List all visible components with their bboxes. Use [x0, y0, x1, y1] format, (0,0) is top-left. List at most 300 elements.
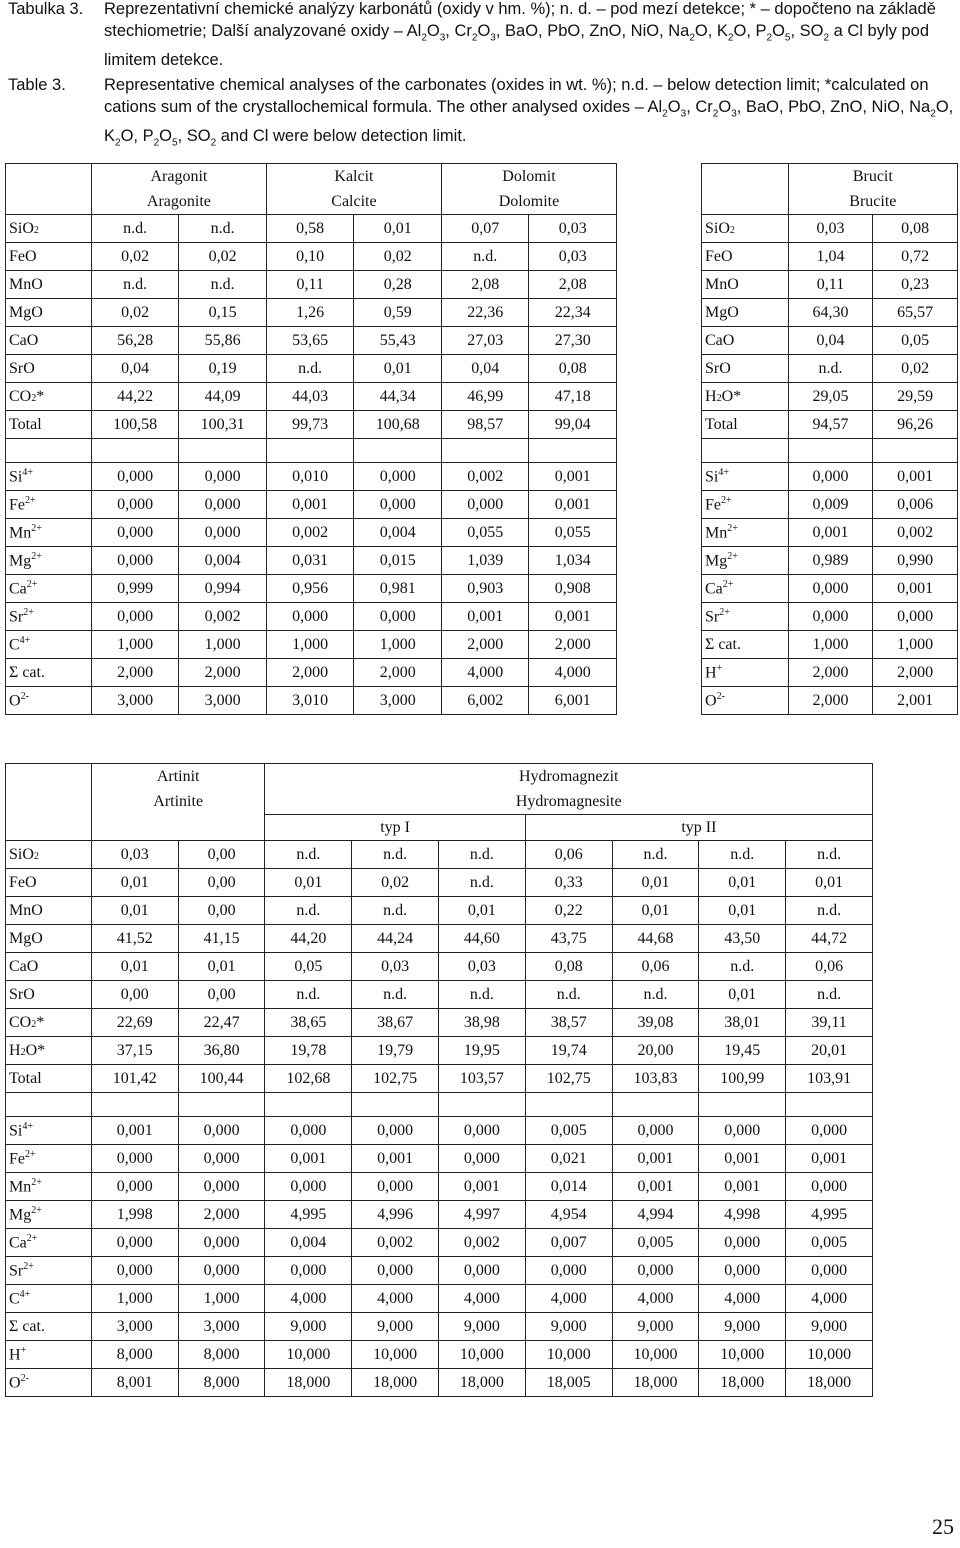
- table-row: [6, 1145, 873, 1173]
- table-row: [6, 1065, 873, 1093]
- table-cell: 10,000: [439, 1341, 526, 1369]
- table-row: [6, 1201, 873, 1229]
- table-cell: 0,03: [91, 841, 178, 869]
- table-cell: 47,18: [529, 383, 617, 411]
- table-cell: 0,000: [873, 603, 958, 631]
- table-row: [6, 355, 617, 383]
- table-cell: 0,004: [354, 519, 442, 547]
- table-row: [6, 841, 873, 869]
- table-cell: 4,000: [786, 1285, 873, 1313]
- table-cell: 0,000: [439, 1257, 526, 1285]
- row-label: MnO: [702, 271, 789, 299]
- row-label: H2O*: [6, 1037, 92, 1065]
- table-cell: 3,000: [354, 687, 442, 715]
- table-cell: 9,000: [786, 1313, 873, 1341]
- table-cell: 1,039: [441, 547, 529, 575]
- table-cell: 44,03: [266, 383, 354, 411]
- table-cell: 0,03: [788, 215, 873, 243]
- table-row: [702, 687, 958, 715]
- table-cell: 10,000: [265, 1341, 352, 1369]
- table-cell: 9,000: [612, 1313, 699, 1341]
- table-cell: 0,001: [91, 1117, 178, 1145]
- table-cell: 39,08: [612, 1009, 699, 1037]
- row-label: CaO: [6, 953, 92, 981]
- row-label: $Mg^{2+}$: [6, 1201, 92, 1229]
- table-cell: 0,000: [788, 463, 873, 491]
- table-cell: 0,02: [179, 243, 267, 271]
- table-cell: 0,000: [91, 603, 179, 631]
- table-cell: 99,04: [529, 411, 617, 439]
- row-label: $Mn^{2+}$: [702, 519, 789, 547]
- table-cell: 0,01: [439, 897, 526, 925]
- table-cell: 103,91: [786, 1065, 873, 1093]
- table-cell: 19,78: [265, 1037, 352, 1065]
- table-cell: n.d.: [786, 897, 873, 925]
- table-cell: n.d.: [265, 841, 352, 869]
- spacer-row: [6, 1093, 873, 1117]
- table-cell: 0,001: [786, 1145, 873, 1173]
- table-cell: 0,001: [699, 1145, 786, 1173]
- table-cell: 0,19: [179, 355, 267, 383]
- table-cell: 0,000: [786, 1173, 873, 1201]
- table-row: [702, 659, 958, 687]
- table-row: [6, 925, 873, 953]
- table-cell: 10,000: [352, 1341, 439, 1369]
- table-row: [6, 1229, 873, 1257]
- row-label: $Ca^{2+}$: [6, 575, 92, 603]
- table-cell: 0,002: [352, 1229, 439, 1257]
- table-cell: 22,34: [529, 299, 617, 327]
- table-cell: 0,23: [873, 271, 958, 299]
- empty-cell: [6, 1093, 92, 1117]
- table-cell: 6,002: [441, 687, 529, 715]
- table-cell: n.d.: [699, 953, 786, 981]
- table-cell: 100,31: [179, 411, 267, 439]
- table-cell: 43,75: [525, 925, 612, 953]
- empty-cell: [699, 1093, 786, 1117]
- table-cell: 0,000: [178, 1145, 265, 1173]
- table-cell: 0,08: [525, 953, 612, 981]
- table-cell: 0,001: [265, 1145, 352, 1173]
- table-cell: 0,01: [612, 869, 699, 897]
- caption-en-text: Representative chemical analyses of the carbonates (oxides in wt. %); n.d. – below detection limit; *calculated on cations sum of the crystallochemical formula. The other analysed oxides – $Al_2O_3$, $Cr_2O_3$, BaO, PbO, ZnO, NiO, $Na_2O$, $K_2O$, $P_2O_5$, $SO_2$ and Cl were below detection limit.: [104, 76, 954, 149]
- table-cell: 0,000: [178, 1117, 265, 1145]
- table-cell: 0,05: [265, 953, 352, 981]
- table-row: [6, 327, 617, 355]
- table-cell: 0,59: [354, 299, 442, 327]
- table-cell: 20,01: [786, 1037, 873, 1065]
- table-cell: 44,72: [786, 925, 873, 953]
- table-cell: 4,000: [699, 1285, 786, 1313]
- table-row: [6, 1341, 873, 1369]
- row-label: Σ cat.: [6, 659, 92, 687]
- table-cell: 38,01: [699, 1009, 786, 1037]
- table-cell: 0,000: [178, 1257, 265, 1285]
- table-cell: 4,994: [612, 1201, 699, 1229]
- table-cell: 0,001: [612, 1173, 699, 1201]
- table-cell: 10,000: [786, 1341, 873, 1369]
- table-cell: 0,000: [439, 1145, 526, 1173]
- table-cell: 18,000: [786, 1369, 873, 1397]
- table-cell: 0,11: [266, 271, 354, 299]
- table-cell: n.d.: [352, 897, 439, 925]
- table-cell: 0,000: [91, 547, 179, 575]
- table-cell: 4,000: [612, 1285, 699, 1313]
- table-cell: 0,03: [439, 953, 526, 981]
- table-cell: 4,997: [439, 1201, 526, 1229]
- table-cell: 0,01: [178, 953, 265, 981]
- group-header-cz: Dolomit: [441, 164, 616, 190]
- table-cell: 19,95: [439, 1037, 526, 1065]
- table-cell: 2,000: [354, 659, 442, 687]
- row-label: $Sr^{2+}$: [6, 603, 92, 631]
- table-cell: 0,04: [441, 355, 529, 383]
- table-cell: 19,45: [699, 1037, 786, 1065]
- table-cell: 1,000: [354, 631, 442, 659]
- subgroup-header: typ II: [525, 815, 872, 841]
- table-cell: 0,000: [91, 463, 179, 491]
- table-cell: 0,04: [788, 327, 873, 355]
- group-header-cz: Hydromagnezit: [265, 764, 873, 790]
- table-cell: 43,50: [699, 925, 786, 953]
- table-cell: n.d.: [786, 981, 873, 1009]
- row-label: SiO2: [6, 841, 92, 869]
- table-cell: 0,015: [354, 547, 442, 575]
- row-label: SiO2: [6, 215, 92, 243]
- table-cell: 0,000: [788, 603, 873, 631]
- caption-czech: [8, 0, 956, 71]
- table-cell: 0,021: [525, 1145, 612, 1173]
- group-header-en: Aragonite: [91, 189, 266, 215]
- table-cell: 2,08: [441, 271, 529, 299]
- table-cell: n.d.: [525, 981, 612, 1009]
- table-cell: 0,02: [873, 355, 958, 383]
- row-label: FeO: [6, 243, 92, 271]
- table-cell: 44,20: [265, 925, 352, 953]
- table-cell: 10,000: [525, 1341, 612, 1369]
- empty-cell: [91, 1093, 178, 1117]
- table-cell: 0,000: [441, 491, 529, 519]
- row-label: $Fe^{2+}$: [702, 491, 789, 519]
- header-blank: [6, 189, 92, 215]
- row-label: MgO: [6, 299, 92, 327]
- row-label: $O^{2-}$: [6, 1369, 92, 1397]
- table-cell: 0,009: [788, 491, 873, 519]
- table-cell: 1,000: [873, 631, 958, 659]
- table-cell: 38,67: [352, 1009, 439, 1037]
- header-blank: [6, 789, 92, 815]
- table-cell: 41,52: [91, 925, 178, 953]
- table-cell: 0,04: [91, 355, 179, 383]
- table-cell: 1,000: [91, 1285, 178, 1313]
- caption-english: [8, 74, 956, 155]
- table-cell: 0,33: [525, 869, 612, 897]
- group-header-en: Brucite: [788, 189, 957, 215]
- table-cell: 0,000: [178, 1229, 265, 1257]
- table-cell: 0,000: [352, 1173, 439, 1201]
- table-cell: 0,02: [354, 243, 442, 271]
- group-header-en: Dolomite: [441, 189, 616, 215]
- table-cell: 2,000: [266, 659, 354, 687]
- row-label: FeO: [6, 869, 92, 897]
- table-cell: 0,001: [612, 1145, 699, 1173]
- table-cell: 18,005: [525, 1369, 612, 1397]
- table-row: [6, 547, 617, 575]
- table-cell: 56,28: [91, 327, 179, 355]
- table-cell: 4,000: [525, 1285, 612, 1313]
- table-cell: 98,57: [441, 411, 529, 439]
- empty-cell: [786, 1093, 873, 1117]
- caption-en-label: Table 3.: [8, 76, 66, 94]
- table-cell: n.d.: [439, 869, 526, 897]
- table-cell: 29,05: [788, 383, 873, 411]
- table-cell: 0,06: [612, 953, 699, 981]
- table-cell: 2,08: [529, 271, 617, 299]
- table-cell: 2,000: [529, 631, 617, 659]
- carbonates-table: [5, 163, 617, 715]
- row-label: $O^{2-}$: [702, 687, 789, 715]
- table-cell: 0,000: [786, 1257, 873, 1285]
- table-cell: 0,000: [91, 491, 179, 519]
- table-cell: 36,80: [178, 1037, 265, 1065]
- table-cell: 44,22: [91, 383, 179, 411]
- group-header-cz: Kalcit: [266, 164, 441, 190]
- table-cell: 102,75: [352, 1065, 439, 1093]
- table-cell: 0,03: [352, 953, 439, 981]
- empty-cell: [178, 1093, 265, 1117]
- table-cell: 27,30: [529, 327, 617, 355]
- table-cell: 4,000: [265, 1285, 352, 1313]
- table-cell: 0,000: [352, 1117, 439, 1145]
- table-cell: 4,000: [529, 659, 617, 687]
- row-label: $C^{4+}$: [6, 631, 92, 659]
- table-cell: 0,15: [179, 299, 267, 327]
- table-cell: 0,002: [179, 603, 267, 631]
- table-row: [6, 687, 617, 715]
- row-label: H+: [6, 1341, 92, 1369]
- header-blank: [6, 815, 92, 841]
- table-cell: 4,995: [265, 1201, 352, 1229]
- table-row: [6, 1037, 873, 1065]
- table-cell: 0,00: [91, 981, 178, 1009]
- table-cell: 0,994: [179, 575, 267, 603]
- table-cell: 0,00: [178, 897, 265, 925]
- row-label: Total: [6, 411, 92, 439]
- table-cell: n.d.: [91, 271, 179, 299]
- row-label: $Mn^{2+}$: [6, 1173, 92, 1201]
- table-row: [702, 575, 958, 603]
- table-cell: 0,001: [873, 575, 958, 603]
- row-label: $Sr^{2+}$: [6, 1257, 92, 1285]
- table-cell: 0,002: [266, 519, 354, 547]
- table-cell: 4,000: [441, 659, 529, 687]
- row-label: $O^{2-}$: [6, 687, 92, 715]
- table-row: [6, 215, 617, 243]
- table-row: [6, 1009, 873, 1037]
- table-row: [702, 299, 958, 327]
- table-cell: 0,000: [178, 1173, 265, 1201]
- header-blank: [6, 164, 92, 190]
- table-cell: n.d.: [699, 841, 786, 869]
- table-cell: 1,26: [266, 299, 354, 327]
- table-row: [702, 631, 958, 659]
- table-row: [6, 271, 617, 299]
- table-cell: n.d.: [352, 981, 439, 1009]
- table-cell: n.d.: [265, 981, 352, 1009]
- table-cell: n.d.: [352, 841, 439, 869]
- table-cell: 0,000: [265, 1257, 352, 1285]
- table-cell: 10,000: [699, 1341, 786, 1369]
- row-label: $Mg^{2+}$: [6, 547, 92, 575]
- table-cell: 0,000: [699, 1117, 786, 1145]
- table-row: [6, 1117, 873, 1145]
- empty-cell: [441, 439, 529, 463]
- table-cell: 0,00: [178, 869, 265, 897]
- empty-cell: [788, 439, 873, 463]
- table-cell: 9,000: [439, 1313, 526, 1341]
- table-cell: 0,000: [354, 463, 442, 491]
- group-header-en: Calcite: [266, 189, 441, 215]
- table-cell: 38,98: [439, 1009, 526, 1037]
- table-cell: 2,000: [873, 659, 958, 687]
- table-row: [702, 603, 958, 631]
- table-row: [6, 383, 617, 411]
- table-row: [702, 327, 958, 355]
- table-cell: n.d.: [786, 841, 873, 869]
- header-blank: [6, 764, 92, 790]
- table-cell: 0,010: [266, 463, 354, 491]
- empty-cell: [265, 1093, 352, 1117]
- table-cell: 0,002: [441, 463, 529, 491]
- empty-cell: [179, 439, 267, 463]
- empty-cell: [529, 439, 617, 463]
- row-label: CaO: [6, 327, 92, 355]
- table-cell: 0,000: [352, 1257, 439, 1285]
- table-cell: 64,30: [788, 299, 873, 327]
- header-blank: [702, 164, 789, 190]
- table-cell: 0,11: [788, 271, 873, 299]
- table-cell: 44,68: [612, 925, 699, 953]
- group-header-cz: Artinit: [91, 764, 265, 790]
- row-label: $C^{4+}$: [6, 1285, 92, 1313]
- table-cell: 103,57: [439, 1065, 526, 1093]
- table-row: [6, 463, 617, 491]
- table-cell: 0,004: [265, 1229, 352, 1257]
- table-cell: 0,06: [525, 841, 612, 869]
- table-cell: 9,000: [699, 1313, 786, 1341]
- table-cell: 0,004: [179, 547, 267, 575]
- group-header-cz: Aragonit: [91, 164, 266, 190]
- table-cell: 0,001: [529, 491, 617, 519]
- table-cell: 0,001: [873, 463, 958, 491]
- table-cell: 99,73: [266, 411, 354, 439]
- table-cell: 65,57: [873, 299, 958, 327]
- table-cell: n.d.: [266, 355, 354, 383]
- table-row: [6, 1173, 873, 1201]
- table-cell: 3,000: [91, 687, 179, 715]
- row-label: SrO: [702, 355, 789, 383]
- table-cell: n.d.: [439, 841, 526, 869]
- table-cell: n.d.: [91, 215, 179, 243]
- header-blank: [91, 815, 265, 841]
- table-cell: 3,000: [179, 687, 267, 715]
- table-cell: n.d.: [265, 897, 352, 925]
- table-cell: 0,01: [786, 869, 873, 897]
- table-cell: 0,006: [873, 491, 958, 519]
- row-label: Σ cat.: [6, 1313, 92, 1341]
- row-label: H2O*: [702, 383, 789, 411]
- row-label: CaO: [702, 327, 789, 355]
- table-row: [702, 383, 958, 411]
- table-cell: 0,903: [441, 575, 529, 603]
- row-label: $Fe^{2+}$: [6, 491, 92, 519]
- table-cell: 2,000: [788, 687, 873, 715]
- table-cell: 0,72: [873, 243, 958, 271]
- row-label: $Ca^{2+}$: [702, 575, 789, 603]
- table-cell: 0,01: [354, 355, 442, 383]
- table-cell: 1,000: [178, 1285, 265, 1313]
- table-row: [702, 547, 958, 575]
- table-cell: 29,59: [873, 383, 958, 411]
- table-cell: 41,15: [178, 925, 265, 953]
- table-cell: 96,26: [873, 411, 958, 439]
- table-cell: 100,44: [178, 1065, 265, 1093]
- table-row: [6, 575, 617, 603]
- table-cell: 94,57: [788, 411, 873, 439]
- table-cell: 0,956: [266, 575, 354, 603]
- table-row: [6, 631, 617, 659]
- table-cell: 2,000: [179, 659, 267, 687]
- table-cell: 1,000: [179, 631, 267, 659]
- table-cell: 55,43: [354, 327, 442, 355]
- spacer-row: [6, 439, 617, 463]
- table-cell: 4,954: [525, 1201, 612, 1229]
- row-label: MgO: [6, 925, 92, 953]
- table-cell: 9,000: [352, 1313, 439, 1341]
- table-row: [6, 897, 873, 925]
- table-cell: 18,000: [439, 1369, 526, 1397]
- empty-cell: [6, 439, 92, 463]
- table-cell: 1,000: [91, 631, 179, 659]
- table-cell: 0,10: [266, 243, 354, 271]
- row-label: CO2*: [6, 1009, 92, 1037]
- table-cell: 0,01: [91, 869, 178, 897]
- row-label: $Mn^{2+}$: [6, 519, 92, 547]
- spacer-row: [702, 439, 958, 463]
- table-cell: 0,000: [699, 1257, 786, 1285]
- table-cell: 2,001: [873, 687, 958, 715]
- table-cell: 0,01: [91, 953, 178, 981]
- table-row: [702, 215, 958, 243]
- table-cell: 0,005: [525, 1117, 612, 1145]
- group-header-en: Artinite: [91, 789, 265, 815]
- empty-cell: [354, 439, 442, 463]
- table-cell: 1,000: [788, 631, 873, 659]
- table-cell: 100,99: [699, 1065, 786, 1093]
- table-cell: 38,57: [525, 1009, 612, 1037]
- row-label: $Si^{4+}$: [6, 1117, 92, 1145]
- table-cell: 0,03: [529, 243, 617, 271]
- table-cell: 0,000: [266, 603, 354, 631]
- table-cell: 22,36: [441, 299, 529, 327]
- table-cell: 0,01: [265, 869, 352, 897]
- table-cell: 0,908: [529, 575, 617, 603]
- table-cell: 53,65: [266, 327, 354, 355]
- table-cell: 46,99: [441, 383, 529, 411]
- table-cell: 0,03: [529, 215, 617, 243]
- table-row: [6, 243, 617, 271]
- table-row: [6, 659, 617, 687]
